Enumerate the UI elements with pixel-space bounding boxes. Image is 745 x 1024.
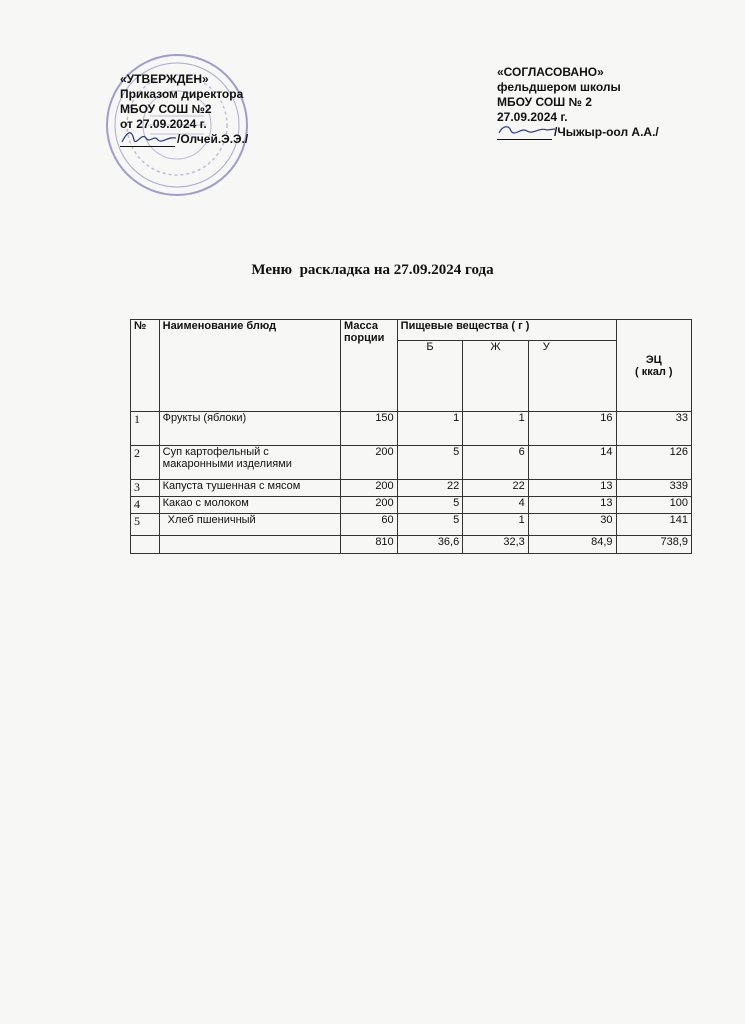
row-energy: 339 (616, 480, 691, 497)
total-carbs: 84,9 (528, 536, 616, 554)
row-fat: 6 (463, 446, 529, 480)
header-protein: Б (397, 341, 463, 412)
row-mass: 200 (341, 497, 398, 514)
row-protein: 5 (397, 446, 463, 480)
table-row (131, 412, 692, 446)
menu-table (130, 319, 692, 554)
row-mass: 60 (341, 514, 398, 536)
approval-signer: /Олчей.Э.Э./ (177, 132, 249, 146)
header-energy (616, 320, 691, 412)
row-mass: 150 (341, 412, 398, 446)
page-title: Меню раскладка на 27.09.2024 года (251, 262, 494, 278)
agreement-signature-row (497, 125, 659, 140)
row-protein: 5 (397, 497, 463, 514)
row-mass: 200 (341, 446, 398, 480)
totals-number-empty (131, 536, 160, 554)
row-number: 1 (131, 412, 160, 446)
signature-icon (120, 134, 175, 147)
signature-icon (497, 127, 552, 140)
row-number: 4 (131, 497, 160, 514)
agreement-signer: /Чыжыр-оол А.А./ (554, 125, 659, 139)
total-energy: 738,9 (616, 536, 691, 554)
row-fat: 22 (463, 480, 529, 497)
header-portion-mass: Масса порции (341, 320, 398, 412)
row-fat: 1 (463, 412, 529, 446)
row-dish-name: Капуста тушенная с мясом (159, 480, 340, 497)
row-protein: 1 (397, 412, 463, 446)
header-dish-name: Наименование блюд (159, 320, 340, 412)
total-protein: 36,6 (397, 536, 463, 554)
table-row (131, 480, 692, 497)
row-fat: 1 (463, 514, 529, 536)
header-nutrients: Пищевые вещества ( г ) (397, 320, 616, 341)
totals-row (131, 536, 692, 554)
row-carbs: 16 (528, 412, 616, 446)
agreement-school: МБОУ СОШ № 2 (497, 95, 592, 109)
row-energy: 33 (616, 412, 691, 446)
total-fat: 32,3 (463, 536, 529, 554)
approval-date: от 27.09.2024 г. (120, 117, 207, 131)
approval-order: Приказом директора (120, 87, 244, 101)
row-energy: 141 (616, 514, 691, 536)
header-energy-unit: ( ккал ) (634, 365, 673, 378)
row-dish-name: Какао с молоком (159, 497, 340, 514)
approval-signature-row (120, 132, 248, 147)
row-carbs: 13 (528, 497, 616, 514)
row-energy: 126 (616, 446, 691, 480)
agreement-date: 27.09.2024 г. (497, 110, 568, 124)
row-dish-name: Фрукты (яблоки) (159, 412, 340, 446)
approval-block (120, 72, 248, 147)
agreement-block (497, 65, 659, 140)
row-dish-name: Суп картофельный с макаронными изделиями (159, 446, 340, 480)
row-protein: 22 (397, 480, 463, 497)
totals-name-empty (159, 536, 340, 554)
agreement-heading: «СОГЛАСОВАНО» (497, 65, 604, 79)
agreement-role: фельдшером школы (497, 80, 621, 94)
header-number: № (131, 320, 160, 412)
row-dish-name: Хлеб пшеничный (159, 514, 340, 536)
row-energy: 100 (616, 497, 691, 514)
row-fat: 4 (463, 497, 529, 514)
header-carbs: У (528, 341, 616, 412)
approval-heading: «УТВЕРЖДЕН» (120, 72, 209, 86)
table-row (131, 497, 692, 514)
row-mass: 200 (341, 480, 398, 497)
total-mass: 810 (341, 536, 398, 554)
table-row (131, 446, 692, 480)
header-fat: Ж (463, 341, 529, 412)
approval-school: МБОУ СОШ №2 (120, 102, 212, 116)
header-energy-label: ЭЦ (645, 353, 662, 366)
row-carbs: 14 (528, 446, 616, 480)
row-carbs: 30 (528, 514, 616, 536)
row-number: 2 (131, 446, 160, 480)
row-carbs: 13 (528, 480, 616, 497)
table-header-row (131, 320, 692, 341)
row-protein: 5 (397, 514, 463, 536)
table-row (131, 514, 692, 536)
row-number: 5 (131, 514, 160, 536)
row-number: 3 (131, 480, 160, 497)
